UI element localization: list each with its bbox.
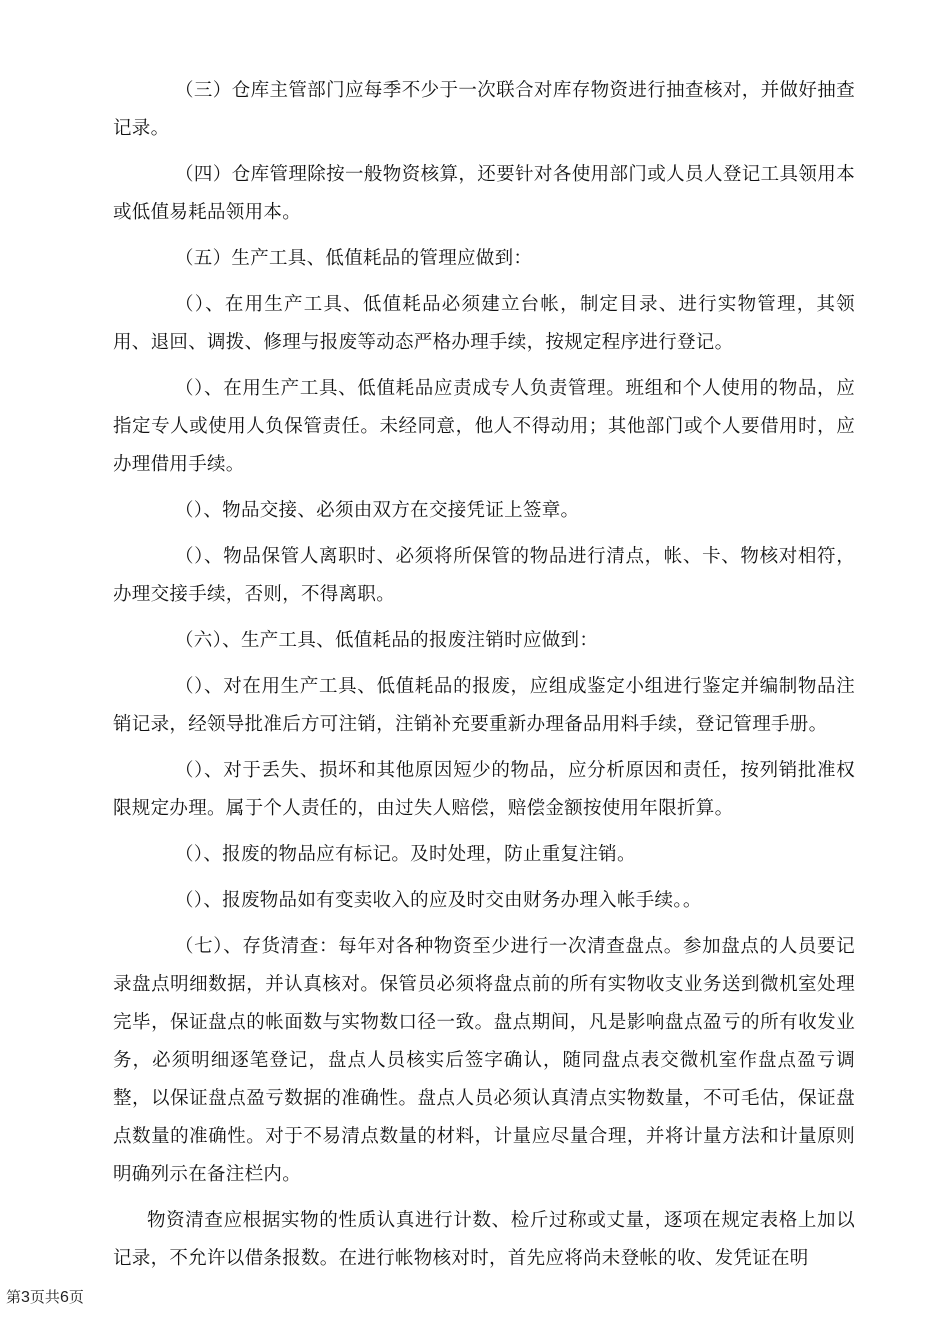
footer-prefix: 第	[6, 1288, 22, 1306]
paragraph-6-item-marking: （）、报废的物品应有标记。及时处理，防止重复注销。	[175, 844, 636, 865]
footer-current-page: 3	[21, 1289, 30, 1306]
paragraph-6-item-loss: （）、对于丢失、损坏和其他原因短少的物品，应分析原因和责任，按列销批准权限规定办理。属于个人责任的，由过失人赔偿，赔偿金额按使用年限折算。	[113, 760, 855, 819]
paragraph-7-inventory-check: （七）、存货清查：每年对各种物资至少进行一次清查盘点。参加盘点的人员要记录盘点明细数据，并认真核对。保管员必须将盘点前的所有实物收支业务送到微机室处理完毕，保证盘点的帐面数与实物数口径一致。盘点期间，凡是影响盘点盈亏的所有收发业务，必须明细逐笔登记，盘点人员核实后签字确认，随同盘点表交微机室作盘点盈亏调整，以保证盘点盈亏数据的准确性。盘点人员必须认真清点实物数量，不可毛估，保证盘点数量的准确性。对于不易清点数量的材料，计量应尽量合理，并将计量方法和计量原则明确列示在备注栏内。	[113, 936, 855, 1185]
paragraph-5-heading: （五）生产工具、低值耗品的管理应做到：	[175, 248, 533, 269]
paragraph-5-item-ledger: （）、在用生产工具、低值耗品必须建立台帐，制定目录、进行实物管理，其领用、退回、调拨、修理与报废等动态严格办理手续，按规定程序进行登记。	[113, 294, 855, 353]
page-footer	[6, 1286, 84, 1307]
paragraph-3-spot-check: （三）仓库主管部门应每季不少于一次联合对库存物资进行抽查核对，并做好抽查记录。	[113, 80, 855, 139]
paragraph-4-accounting: （四）仓库管理除按一般物资核算，还要针对各使用部门或人员人登记工具领用本或低值易耗品领用本。	[113, 164, 855, 223]
paragraph-5-item-resignation: （）、物品保管人离职时、必须将所保管的物品进行清点，帐、卡、物核对相符，办理交接手续，否则，不得离职。	[113, 546, 855, 605]
paragraph-5-item-custodian: （）、在用生产工具、低值耗品应责成专人负责管理。班组和个人使用的物品，应指定专人或使用人负保管责任。未经同意，他人不得动用；其他部门或个人要借用时，应办理借用手续。	[113, 378, 855, 475]
footer-middle: 页共	[29, 1288, 60, 1306]
paragraph-material-count: 物资清查应根据实物的性质认真进行计数、检斤过称或丈量，逐项在规定表格上加以记录，不允许以借条报数。在进行帐物核对时，首先应将尚未登帐的收、发凭证在明	[113, 1210, 855, 1269]
paragraph-6-item-scrap-appraisal: （）、对在用生产工具、低值耗品的报废，应组成鉴定小组进行鉴定并编制物品注销记录，经领导批准后方可注销，注销补充要重新办理备品用料手续，登记管理手册。	[113, 676, 855, 735]
paragraph-6-item-sale-income: （）、报废物品如有变卖收入的应及时交由财务办理入帐手续。。	[175, 890, 702, 911]
document-body	[113, 72, 855, 1286]
footer-total-pages: 6	[59, 1289, 69, 1306]
footer-suffix: 页	[68, 1288, 84, 1306]
paragraph-5-item-handover: （）、物品交接、必须由双方在交接凭证上签章。	[175, 500, 580, 521]
paragraph-6-heading: （六）、生产工具、低值耗品的报废注销时应做到：	[175, 630, 599, 651]
